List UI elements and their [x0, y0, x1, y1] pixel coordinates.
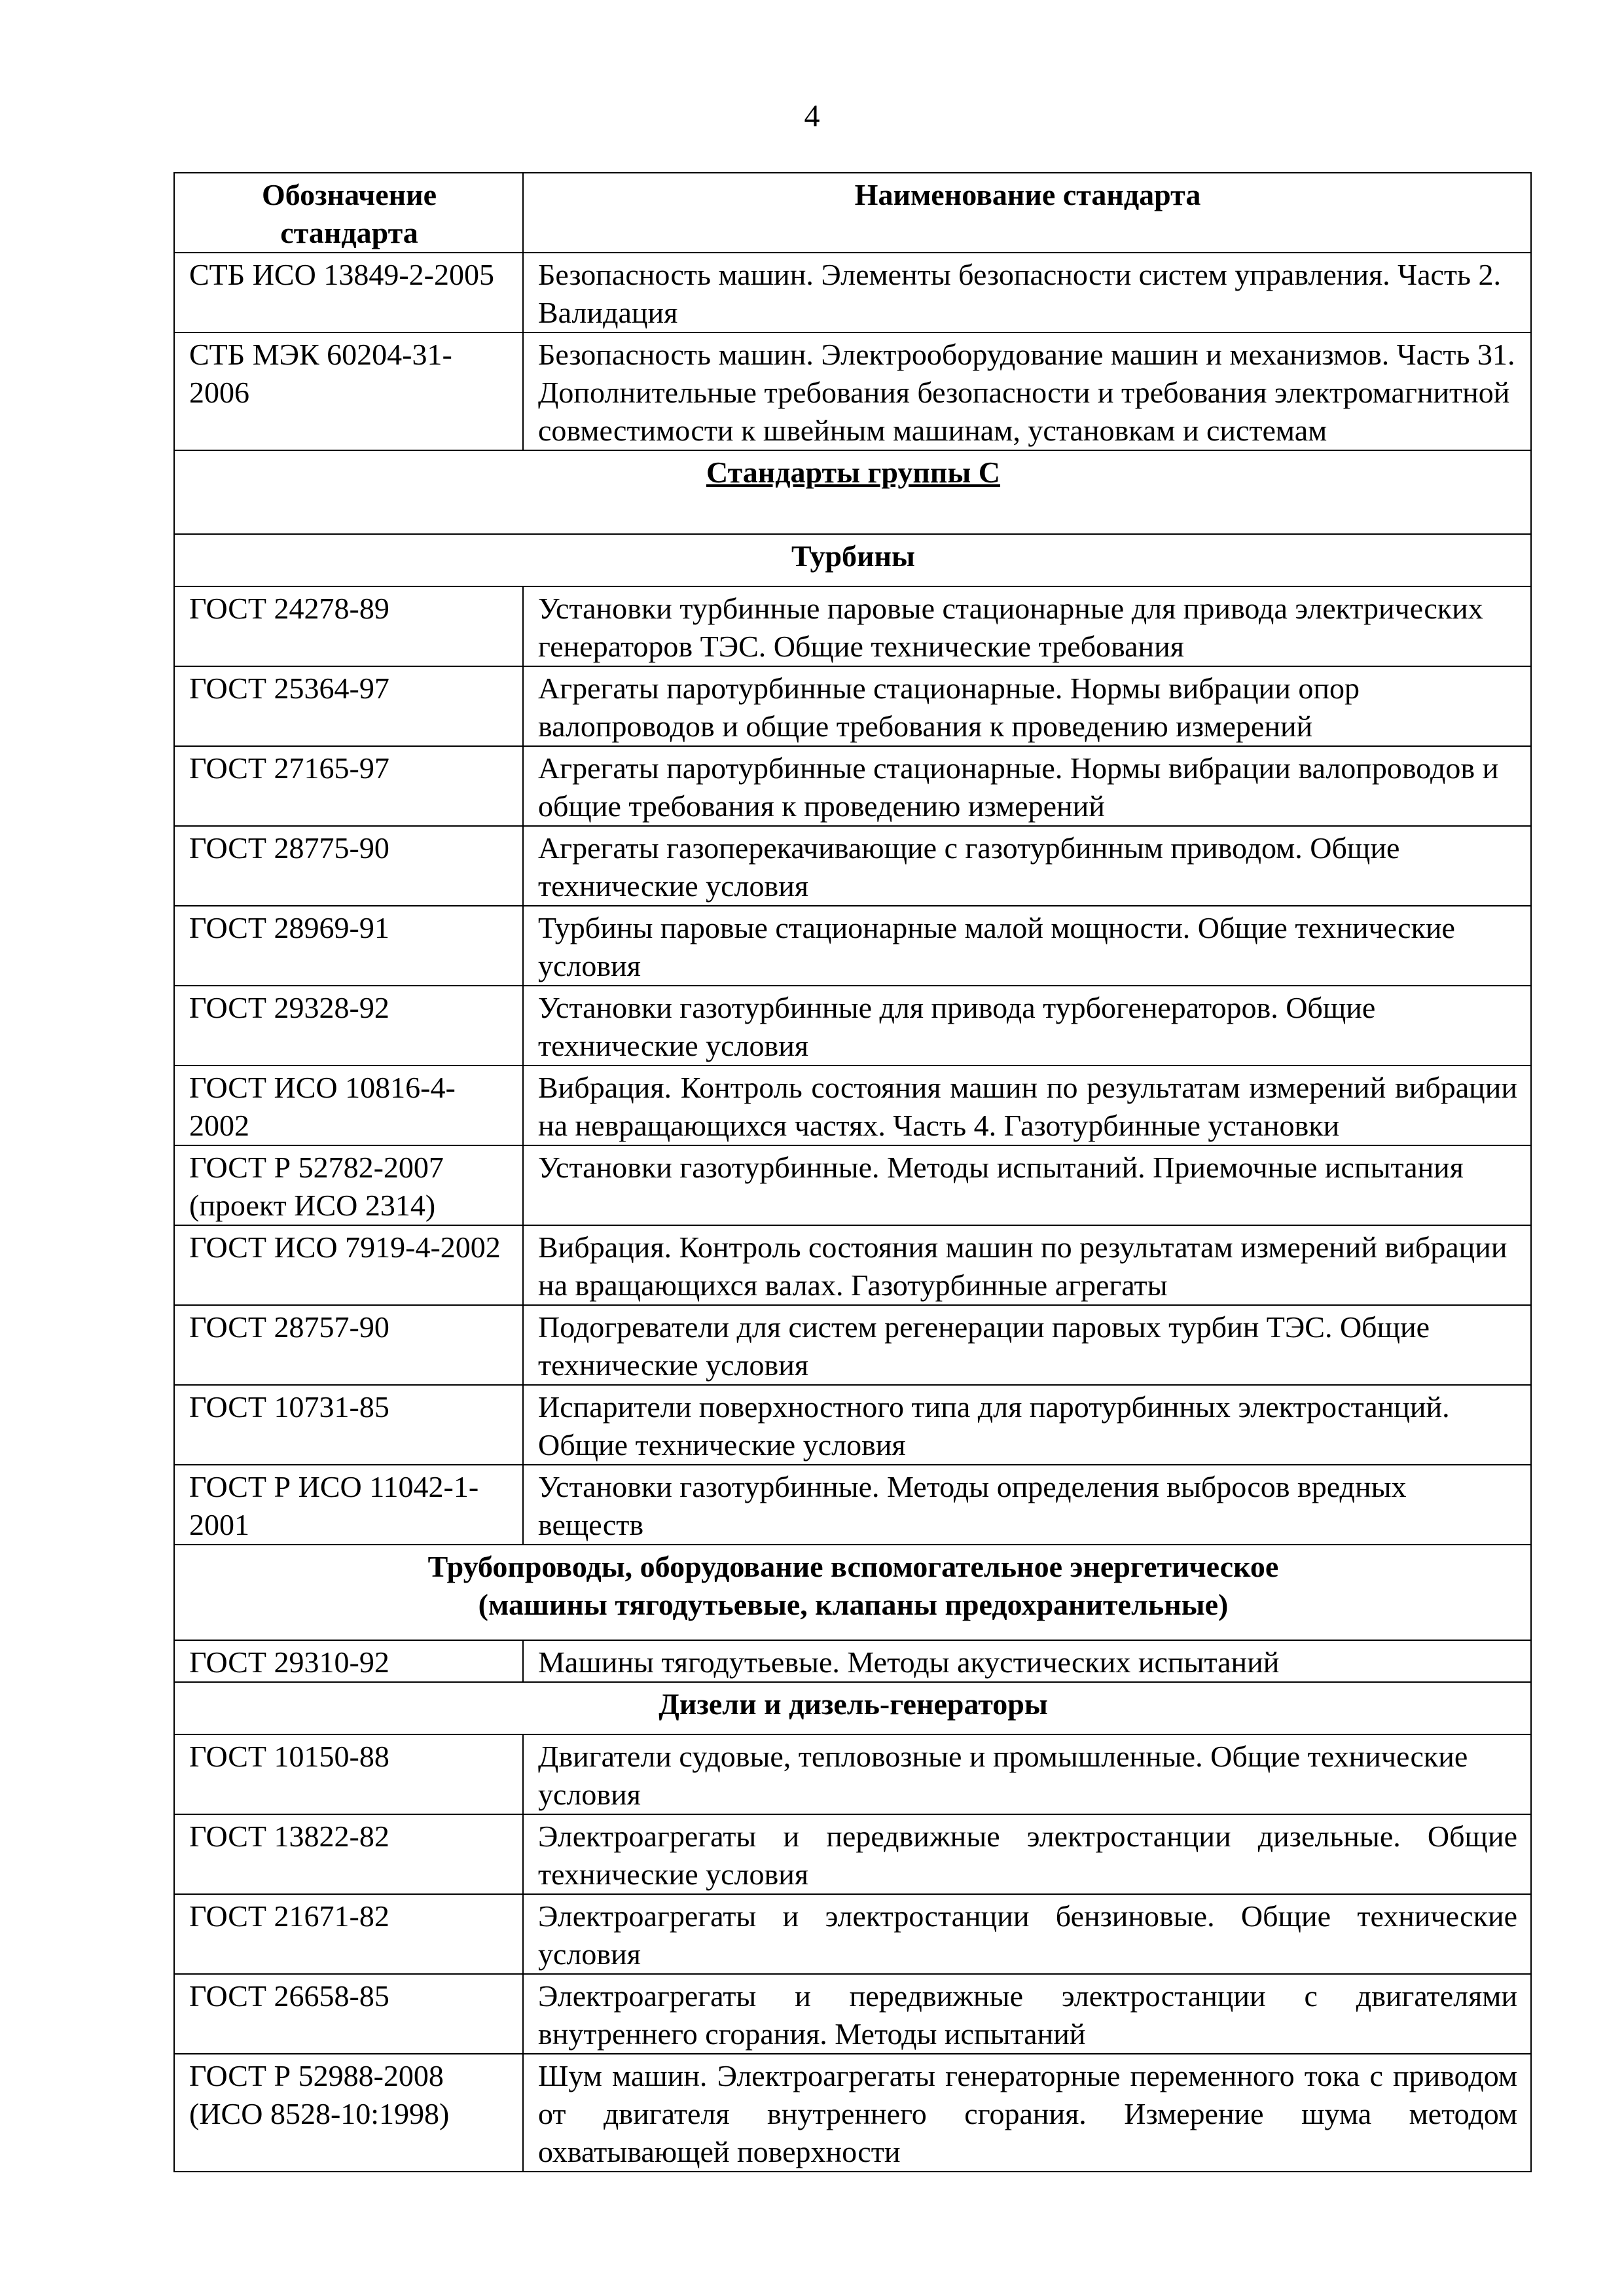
- standard-name: Электроагрегаты и передвижные электростанции дизельные. Общие технические условия: [523, 1814, 1531, 1894]
- standard-name: Двигатели судовые, тепловозные и промышленные. Общие технические условия: [523, 1734, 1531, 1814]
- standard-code: ГОСТ 10150-88: [174, 1734, 523, 1814]
- column-header-name: Наименование стандарта: [523, 173, 1531, 253]
- section-header-row: [174, 1545, 1531, 1640]
- standard-name: Безопасность машин. Элементы безопасности систем управления. Часть 2. Валидация: [523, 253, 1531, 332]
- standard-name: Агрегаты паротурбинные стационарные. Нормы вибрации валопроводов и общие требования к проведению измерений: [523, 746, 1531, 826]
- standard-name: Установки газотурбинные. Методы определения выбросов вредных веществ: [523, 1465, 1531, 1545]
- table-row: [174, 253, 1531, 332]
- page-number: 4: [804, 99, 820, 134]
- standard-name: Подогреватели для систем регенерации паровых турбин ТЭС. Общие технические условия: [523, 1305, 1531, 1385]
- standard-code: СТБ МЭК 60204-31-2006: [174, 332, 523, 450]
- standard-code: ГОСТ 10731-85: [174, 1385, 523, 1465]
- standard-name: Агрегаты газоперекачивающие с газотурбинным приводом. Общие технические условия: [523, 826, 1531, 906]
- table-row: [174, 1640, 1531, 1682]
- table-row: [174, 1066, 1531, 1145]
- standard-code: ГОСТ 28969-91: [174, 906, 523, 986]
- standard-code: ГОСТ 21671-82: [174, 1894, 523, 1974]
- table-row: [174, 1814, 1531, 1894]
- table-row: [174, 586, 1531, 666]
- standard-name: Турбины паровые стационарные малой мощности. Общие технические условия: [523, 906, 1531, 986]
- group-title-row: [174, 450, 1531, 534]
- standard-name: Безопасность машин. Электрооборудование машин и механизмов. Часть 31. Дополнительные требования безопасности и требования электромагнитной совместимости к швейным машинам, установкам и системам: [523, 332, 1531, 450]
- table-row: [174, 1385, 1531, 1465]
- table-row: [174, 332, 1531, 450]
- section-title-diesels: Дизели и дизель-генераторы: [174, 1682, 1531, 1734]
- standard-code: ГОСТ ИСО 10816-4-2002: [174, 1066, 523, 1145]
- standard-code: ГОСТ 28775-90: [174, 826, 523, 906]
- section-title-line: Трубопроводы, оборудование вспомогательное энергетическое: [427, 1550, 1279, 1583]
- group-title: Стандарты группы С: [174, 450, 1531, 534]
- standard-code: СТБ ИСО 13849-2-2005: [174, 253, 523, 332]
- section-title-turbines: Турбины: [174, 534, 1531, 586]
- table-header-row: [174, 173, 1531, 253]
- standard-name: Агрегаты паротурбинные стационарные. Нормы вибрации опор валопроводов и общие требования к проведению измерений: [523, 666, 1531, 746]
- standard-name: Вибрация. Контроль состояния машин по результатам измерений вибрации на вращающихся валах. Газотурбинные агрегаты: [523, 1225, 1531, 1305]
- table-row: [174, 2054, 1531, 2172]
- table-row: [174, 1225, 1531, 1305]
- table-row: [174, 1894, 1531, 1974]
- standard-code: ГОСТ Р ИСО 11042-1-2001: [174, 1465, 523, 1545]
- standard-code: ГОСТ Р 52782-2007 (проект ИСО 2314): [174, 1145, 523, 1225]
- table-row: [174, 1305, 1531, 1385]
- standard-code: ГОСТ 28757-90: [174, 1305, 523, 1385]
- standard-code: ГОСТ Р 52988-2008 (ИСО 8528-10:1998): [174, 2054, 523, 2172]
- standard-name: Шум машин. Электроагрегаты генераторные переменного тока с приводом от двигателя внутреннего сгорания. Измерение шума методом охватывающей поверхности: [523, 2054, 1531, 2172]
- standard-name: Испарители поверхностного типа для паротурбинных электростанций. Общие технические условия: [523, 1385, 1531, 1465]
- standard-code: ГОСТ 26658-85: [174, 1974, 523, 2054]
- table-row: [174, 1974, 1531, 2054]
- section-header-row: [174, 1682, 1531, 1734]
- column-header-code: Обозначение стандарта: [174, 173, 523, 253]
- standard-name: Машины тягодутьевые. Методы акустических испытаний: [523, 1640, 1531, 1682]
- section-title-pipelines: [174, 1545, 1531, 1640]
- table-row: [174, 986, 1531, 1066]
- standard-code: ГОСТ 25364-97: [174, 666, 523, 746]
- standard-name: Установки турбинные паровые стационарные для привода электрических генераторов ТЭС. Общие технические требования: [523, 586, 1531, 666]
- table-row: [174, 826, 1531, 906]
- standard-code: ГОСТ 29310-92: [174, 1640, 523, 1682]
- section-header-row: [174, 534, 1531, 586]
- table-row: [174, 906, 1531, 986]
- table-row: [174, 1145, 1531, 1225]
- standard-code: ГОСТ 13822-82: [174, 1814, 523, 1894]
- standard-code: ГОСТ 27165-97: [174, 746, 523, 826]
- standard-name: Установки газотурбинные. Методы испытаний. Приемочные испытания: [523, 1145, 1531, 1225]
- table-row: [174, 1465, 1531, 1545]
- standard-code: ГОСТ ИСО 7919-4-2002: [174, 1225, 523, 1305]
- standard-name: Установки газотурбинные для привода турбогенераторов. Общие технические условия: [523, 986, 1531, 1066]
- table-row: [174, 1734, 1531, 1814]
- standards-table: [173, 172, 1532, 2172]
- standard-name: Электроагрегаты и электростанции бензиновые. Общие технические условия: [523, 1894, 1531, 1974]
- standard-name: Электроагрегаты и передвижные электростанции с двигателями внутреннего сгорания. Методы испытаний: [523, 1974, 1531, 2054]
- standard-code: ГОСТ 24278-89: [174, 586, 523, 666]
- table-row: [174, 746, 1531, 826]
- standard-name: Вибрация. Контроль состояния машин по результатам измерений вибрации на невращающихся частях. Часть 4. Газотурбинные установки: [523, 1066, 1531, 1145]
- table-row: [174, 666, 1531, 746]
- standard-code: ГОСТ 29328-92: [174, 986, 523, 1066]
- section-title-line: (машины тягодутьевые, клапаны предохранительные): [478, 1588, 1229, 1621]
